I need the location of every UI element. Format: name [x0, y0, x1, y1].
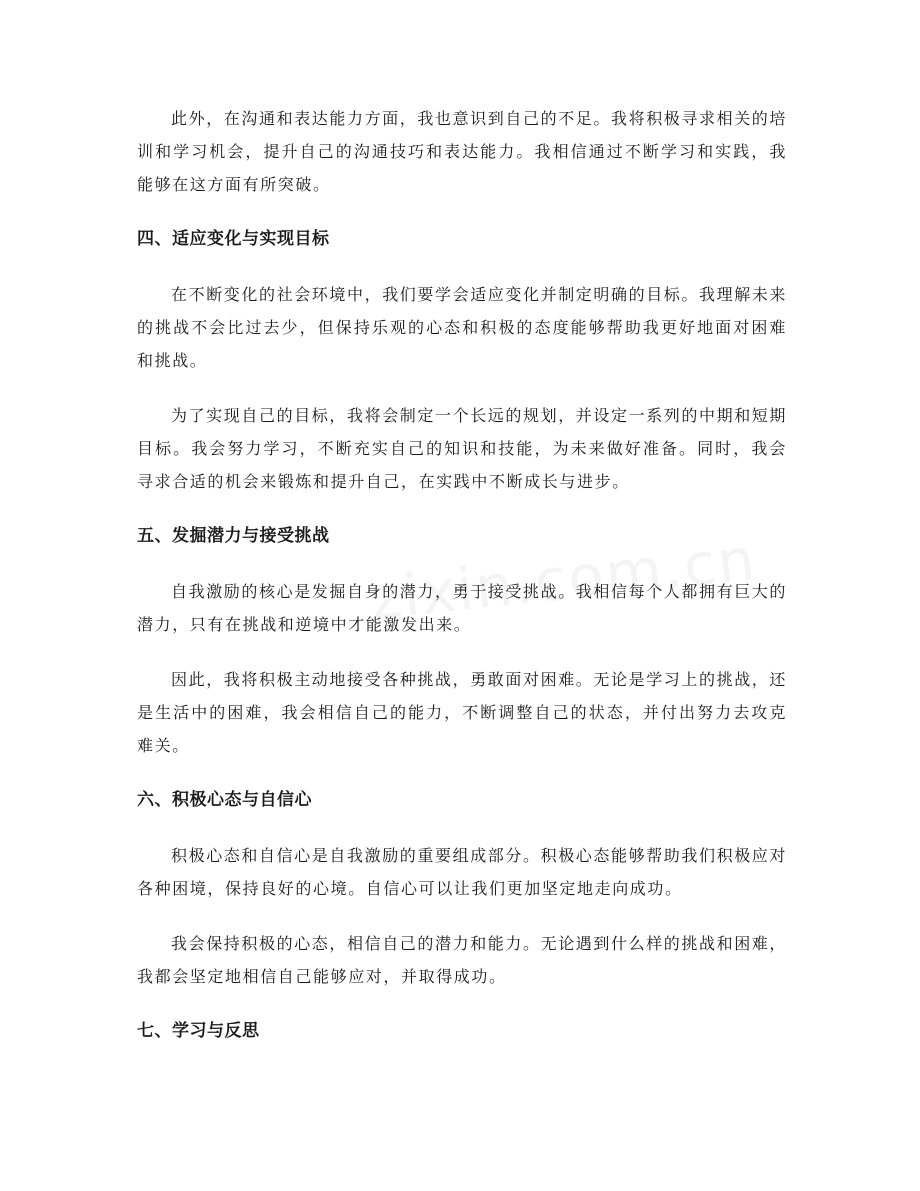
section-heading-7: 七、学习与反思 — [137, 1021, 260, 1041]
paragraph-goal-planning: 为了实现自己的目标，我将会制定一个长远的规划，并设定一系列的中期和短期目标。我会努力学习，不断充实自己的知识和技能，为未来做好准备。同时，我会寻求合适的机会来锻炼和提升自己，在实践中不断成长与进步。 — [137, 406, 788, 491]
document-body — [137, 102, 787, 1070]
paragraph-adapt-change: 在不断变化的社会环境中，我们要学会适应变化并制定明确的目标。我理解未来的挑战不会比过去少，但保持乐观的心态和积极的态度能够帮助我更好地面对困难和挑战。 — [137, 285, 788, 370]
paragraph-potential: 自我激励的核心是发掘自身的潜力，勇于接受挑战。我相信每个人都拥有巨大的潜力，只有在挑战和逆境中才能激发出来。 — [137, 582, 788, 634]
paragraph-self-confidence: 我会保持积极的心态，相信自己的潜力和能力。无论遇到什么样的挑战和困难，我都会坚定地相信自己能够应对，并取得成功。 — [137, 934, 788, 986]
paragraph-accept-challenges: 因此，我将积极主动地接受各种挑战，勇敢面对困难。无论是学习上的挑战，还是生活中的困难，我会相信自己的能力，不断调整自己的状态，并付出努力去攻克难关。 — [137, 670, 788, 755]
section-heading-5: 五、发掘潜力与接受挑战 — [137, 526, 330, 546]
section-heading-6: 六、积极心态与自信心 — [137, 790, 312, 810]
section-heading-4: 四、适应变化与实现目标 — [137, 229, 330, 249]
paragraph-communication-skills: 此外，在沟通和表达能力方面，我也意识到自己的不足。我将积极寻求相关的培训和学习机会，提升自己的沟通技巧和表达能力。我相信通过不断学习和实践，我能够在这方面有所突破。 — [137, 109, 788, 194]
paragraph-positive-mindset: 积极心态和自信心是自我激励的重要组成部分。积极心态能够帮助我们积极应对各种困境，保持良好的心境。自信心可以让我们更加坚定地走向成功。 — [137, 846, 788, 898]
